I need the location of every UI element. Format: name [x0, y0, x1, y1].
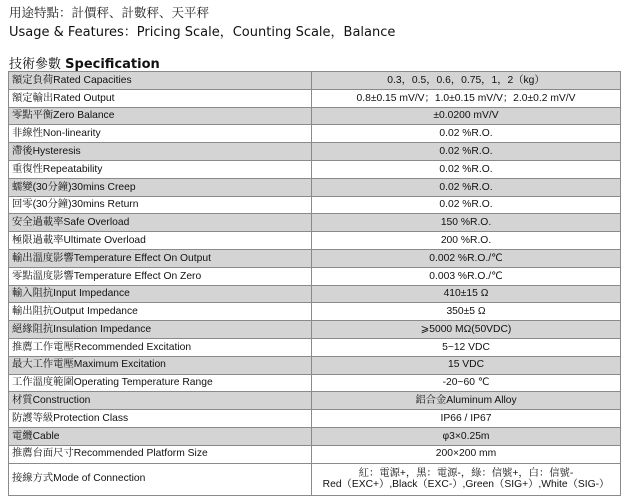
table-row	[9, 356, 621, 374]
row-label: 重復性Repeatability	[9, 160, 312, 178]
usage-english-text: Usage & Features：Pricing Scale，Counting Scale，Balance	[9, 25, 396, 40]
row-label: 額定負荷Rated Capacities	[9, 72, 312, 90]
specification-heading-en: Specification	[65, 57, 160, 72]
table-row	[9, 338, 621, 356]
row-label: 輸入阻抗Input Impedance	[9, 285, 312, 303]
row-value: ⩾5000 MΩ(50VDC)	[312, 321, 621, 339]
row-value: 0.8±0.15 mV/V；1.0±0.15 mV/V；2.0±0.2 mV/V	[312, 89, 621, 107]
table-row	[9, 232, 621, 250]
row-label: 絕緣阻抗Insulation Impedance	[9, 321, 312, 339]
row-value: 0.003 %R.O./℃	[312, 267, 621, 285]
row-label: 防護等級Protection Class	[9, 410, 312, 428]
row-value: 0.02 %R.O.	[312, 125, 621, 143]
row-value: 5~12 VDC	[312, 338, 621, 356]
table-row-connection	[9, 463, 621, 495]
table-row	[9, 249, 621, 267]
table-row	[9, 214, 621, 232]
row-label: 安全過載率Safe Overload	[9, 214, 312, 232]
usage-chinese-text: 用途特點：計價秤、計數秤、天平秤	[9, 5, 210, 20]
row-label: 材質Construction	[9, 392, 312, 410]
row-value: 150 %R.O.	[312, 214, 621, 232]
row-value: φ3×0.25m	[312, 427, 621, 445]
table-row	[9, 321, 621, 339]
row-label: 輸出阻抗Output Impedance	[9, 303, 312, 321]
row-value: -20~60 ℃	[312, 374, 621, 392]
row-value: 0.02 %R.O.	[312, 143, 621, 161]
row-value: IP66 / IP67	[312, 410, 621, 428]
row-label: 蠕變(30分鐘)30mins Creep	[9, 178, 312, 196]
table-row	[9, 89, 621, 107]
specification-heading-zh: 技術參數	[9, 57, 62, 72]
row-value	[312, 463, 621, 495]
table-row	[9, 125, 621, 143]
row-label: 推薦工作電壓Recommended Excitation	[9, 338, 312, 356]
row-value: 鋁合金Aluminum Alloy	[312, 392, 621, 410]
row-label: 額定輸出Rated Output	[9, 89, 312, 107]
table-row	[9, 72, 621, 90]
row-label: 極限過載率Ultimate Overload	[9, 232, 312, 250]
table-row	[9, 178, 621, 196]
row-value: 15 VDC	[312, 356, 621, 374]
specification-heading	[9, 53, 160, 72]
table-row	[9, 392, 621, 410]
row-value: 200×200 mm	[312, 445, 621, 463]
row-label: 回零(30分鐘)30mins Return	[9, 196, 312, 214]
row-value: 0.02 %R.O.	[312, 196, 621, 214]
row-value: 0.02 %R.O.	[312, 160, 621, 178]
table-row	[9, 303, 621, 321]
table-row	[9, 285, 621, 303]
row-value: 0.02 %R.O.	[312, 178, 621, 196]
row-value: ±0.0200 mV/V	[312, 107, 621, 125]
table-row	[9, 410, 621, 428]
row-value: 350±5 Ω	[312, 303, 621, 321]
row-label: 輸出溫度影響Temperature Effect On Output	[9, 249, 312, 267]
connection-line-zh: 紅：電源+，黑：電源-，綠：信號+，白：信號-	[358, 467, 574, 479]
table-row	[9, 196, 621, 214]
table-row	[9, 107, 621, 125]
table-row	[9, 445, 621, 463]
table-row	[9, 267, 621, 285]
row-label: 最大工作電壓Maximum Excitation	[9, 356, 312, 374]
connection-line-en: Red（EXC+）,Black（EXC-）,Green（SIG+）,White（SIG-）	[322, 479, 610, 491]
row-label: 滯後Hysteresis	[9, 143, 312, 161]
row-label: 接線方式Mode of Connection	[9, 463, 312, 495]
row-label: 零點平衡Zero Balance	[9, 107, 312, 125]
specification-table	[8, 71, 621, 496]
row-value: 0.3，0.5，0.6，0.75，1，2（kg）	[312, 72, 621, 90]
row-label: 非線性Non-linearity	[9, 125, 312, 143]
row-label: 推薦台面尺寸Recommended Platform Size	[9, 445, 312, 463]
row-label: 工作溫度範圍Operating Temperature Range	[9, 374, 312, 392]
table-row	[9, 143, 621, 161]
table-row	[9, 374, 621, 392]
table-row	[9, 427, 621, 445]
row-value: 410±15 Ω	[312, 285, 621, 303]
row-value: 0.002 %R.O./℃	[312, 249, 621, 267]
row-value: 200 %R.O.	[312, 232, 621, 250]
row-label: 零點溫度影響Temperature Effect On Zero	[9, 267, 312, 285]
row-label: 電纜Cable	[9, 427, 312, 445]
table-row	[9, 160, 621, 178]
